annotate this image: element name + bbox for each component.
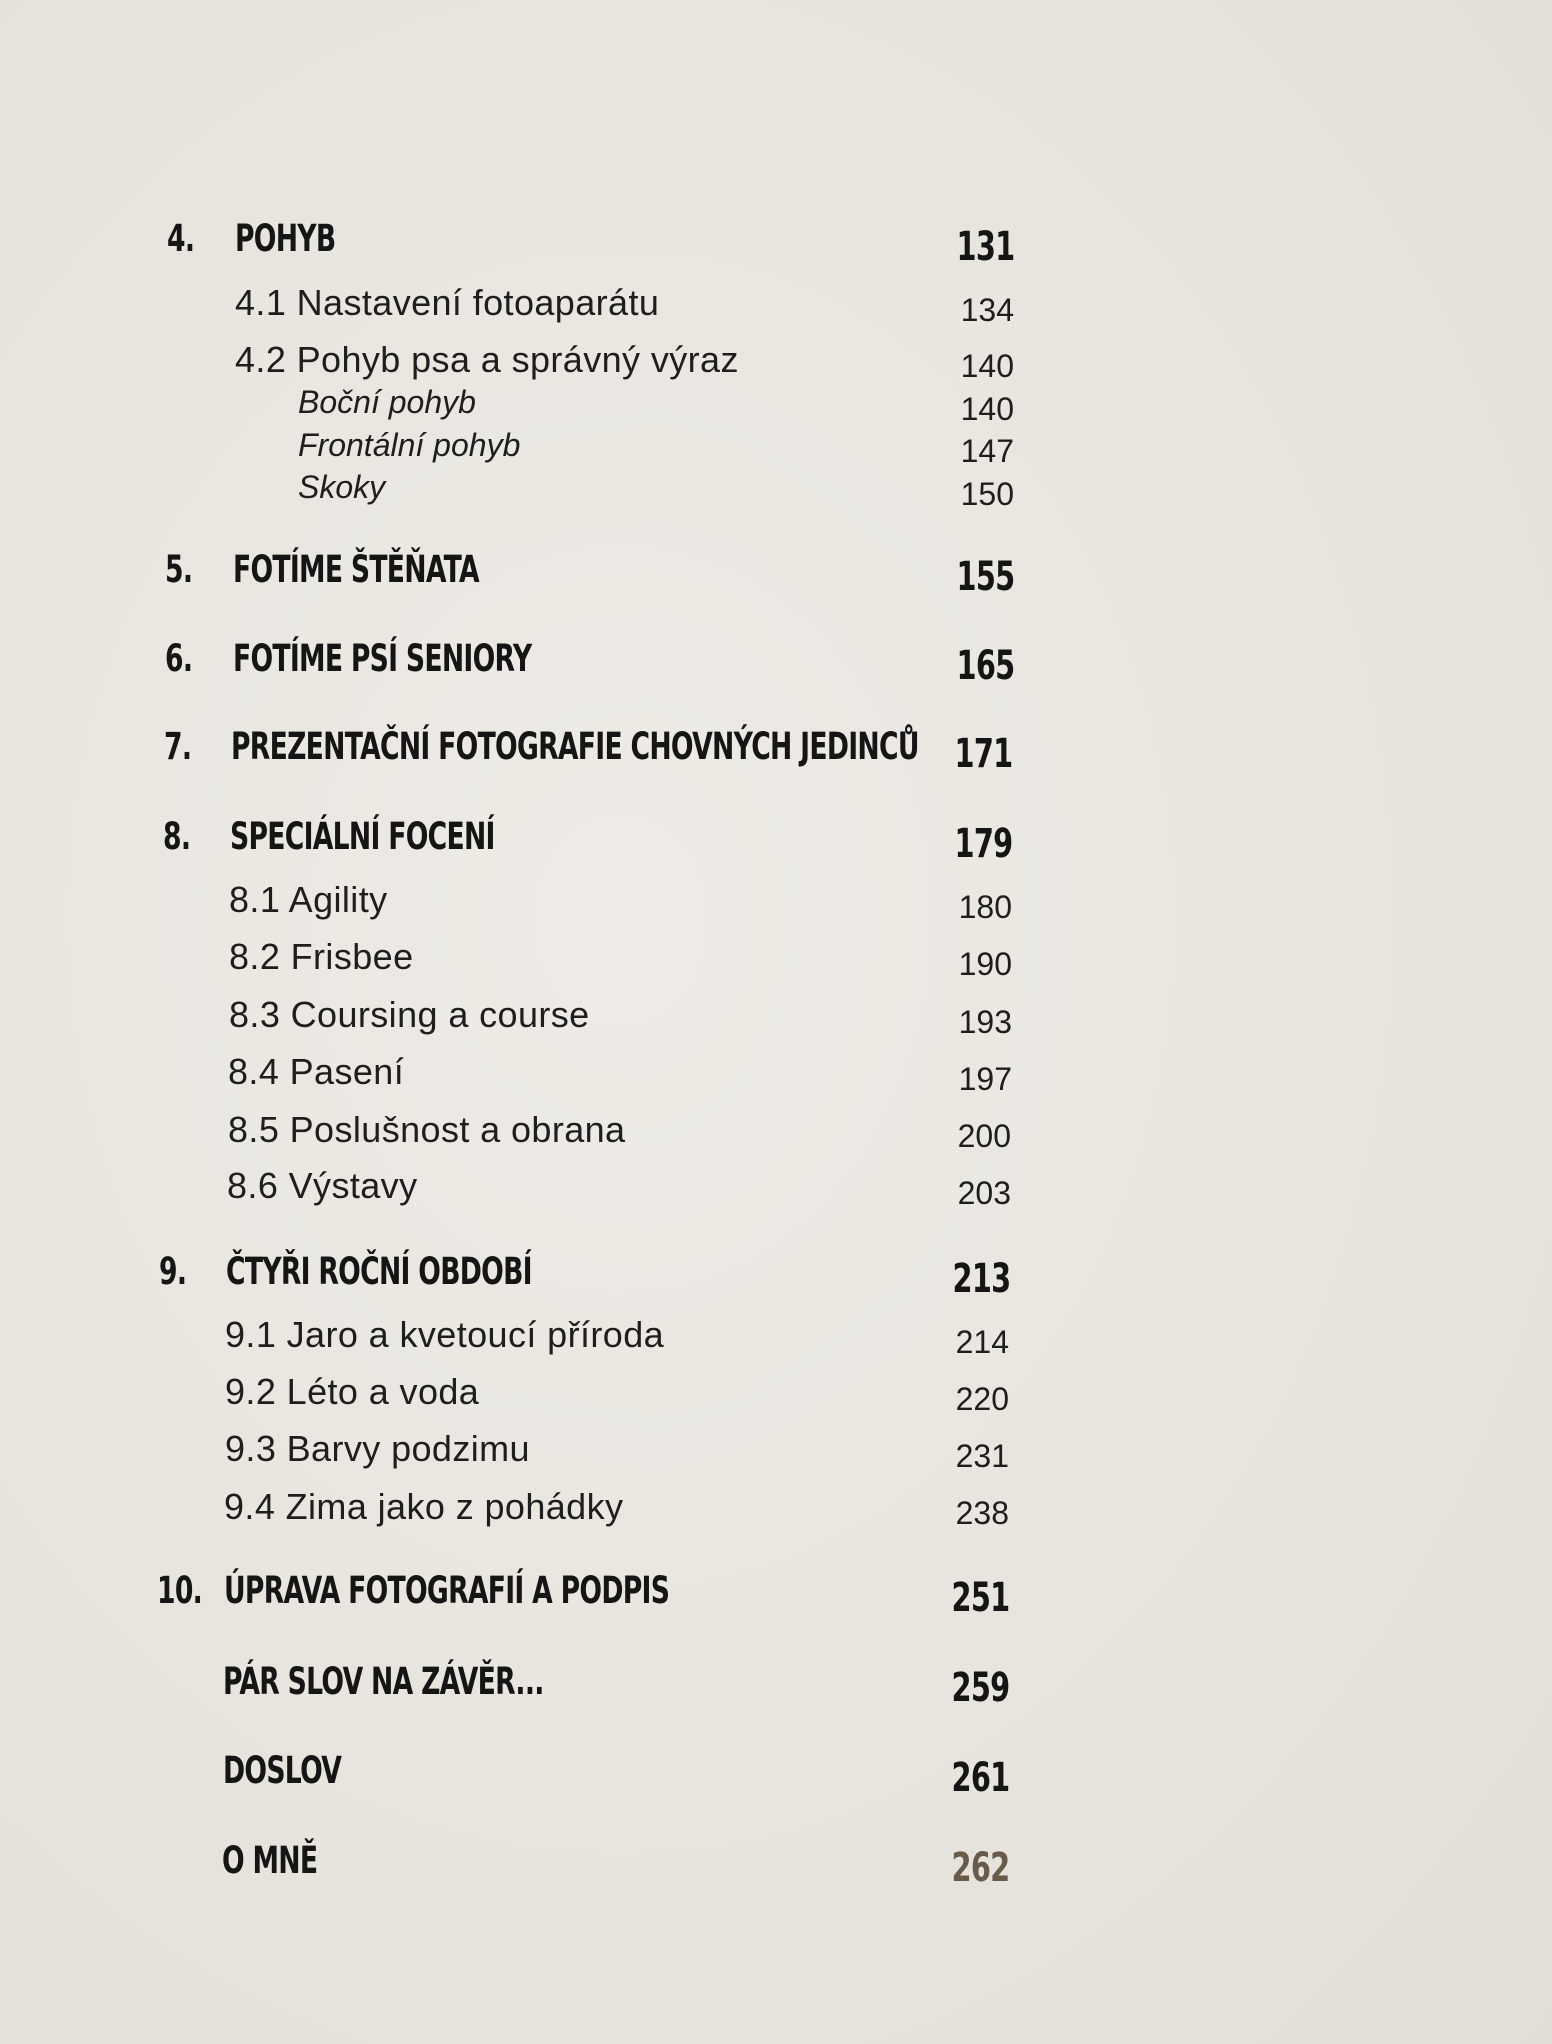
chapter-number: 5.: [165, 548, 193, 591]
chapter-page: 262: [951, 1845, 1009, 1891]
section-page: 134: [960, 292, 1014, 328]
section-title: 4.2 Pohyb psa a správný výraz: [235, 339, 739, 380]
chapter-title: FOTÍME ŠTĚŇATA: [233, 548, 479, 591]
chapter-page: 213: [952, 1256, 1010, 1302]
section-title: 8.4 Pasení: [228, 1051, 405, 1092]
chapter-title: ČTYŘI ROČNÍ OBDOBÍ: [226, 1250, 532, 1293]
chapter-number: 9.: [159, 1250, 187, 1293]
section-title: 9.2 Léto a voda: [225, 1371, 480, 1412]
chapter-number: 6.: [165, 637, 193, 680]
section-page: 197: [958, 1061, 1012, 1097]
section-page: 238: [955, 1495, 1009, 1531]
section-page: 193: [958, 1004, 1012, 1040]
section-page: 200: [957, 1118, 1011, 1154]
chapter-page: 259: [951, 1665, 1009, 1711]
chapter-title: SPECIÁLNÍ FOCENÍ: [230, 815, 495, 858]
subsection-page: 150: [960, 476, 1014, 512]
subsection-title: Boční pohyb: [298, 384, 476, 420]
section-page: 214: [955, 1324, 1009, 1360]
section-page: 140: [960, 348, 1014, 384]
chapter-number: 7.: [164, 725, 192, 768]
subsection-page: 147: [960, 433, 1014, 469]
section-title: 8.5 Poslušnost a obrana: [228, 1109, 626, 1150]
chapter-title: FOTÍME PSÍ SENIORY: [233, 637, 532, 680]
chapter-title: POHYB: [235, 217, 336, 260]
chapter-page: 131: [956, 224, 1014, 270]
section-page: 231: [955, 1438, 1009, 1474]
chapter-page: 155: [956, 554, 1014, 600]
section-title: 8.3 Coursing a course: [229, 994, 590, 1035]
chapter-number: 8.: [163, 815, 191, 858]
section-title: 8.2 Frisbee: [229, 936, 414, 977]
chapter-page: 251: [951, 1575, 1009, 1621]
chapter-title: ÚPRAVA FOTOGRAFIÍ A PODPIS: [224, 1569, 670, 1612]
section-page: 180: [958, 889, 1012, 925]
chapter-title: O MNĚ: [222, 1839, 318, 1882]
chapter-page: 261: [951, 1755, 1009, 1801]
section-page: 203: [957, 1175, 1011, 1211]
subsection-page: 140: [960, 391, 1014, 427]
section-title: 9.4 Zima jako z pohádky: [224, 1486, 624, 1527]
subsection-title: Frontální pohyb: [298, 427, 521, 463]
subsection-title: Skoky: [298, 469, 386, 505]
chapter-page: 171: [954, 731, 1012, 777]
chapter-page: 179: [954, 821, 1012, 867]
chapter-title: DOSLOV: [223, 1749, 342, 1792]
chapter-number: 4.: [167, 217, 195, 260]
section-title: 9.3 Barvy podzimu: [225, 1428, 530, 1469]
section-title: 9.1 Jaro a kvetoucí příroda: [225, 1314, 665, 1355]
section-title: 4.1 Nastavení fotoaparátu: [235, 282, 660, 323]
chapter-title: PÁR SLOV NA ZÁVĚR...: [223, 1660, 544, 1703]
section-page: 220: [955, 1381, 1009, 1417]
chapter-page: 165: [956, 643, 1014, 689]
section-page: 190: [958, 946, 1012, 982]
section-title: 8.1 Agility: [229, 879, 388, 920]
chapter-title: PREZENTAČNÍ FOTOGRAFIE CHOVNÝCH JEDINCŮ: [231, 725, 919, 768]
chapter-number: 10.: [157, 1569, 203, 1612]
section-title: 8.6 Výstavy: [227, 1165, 418, 1206]
